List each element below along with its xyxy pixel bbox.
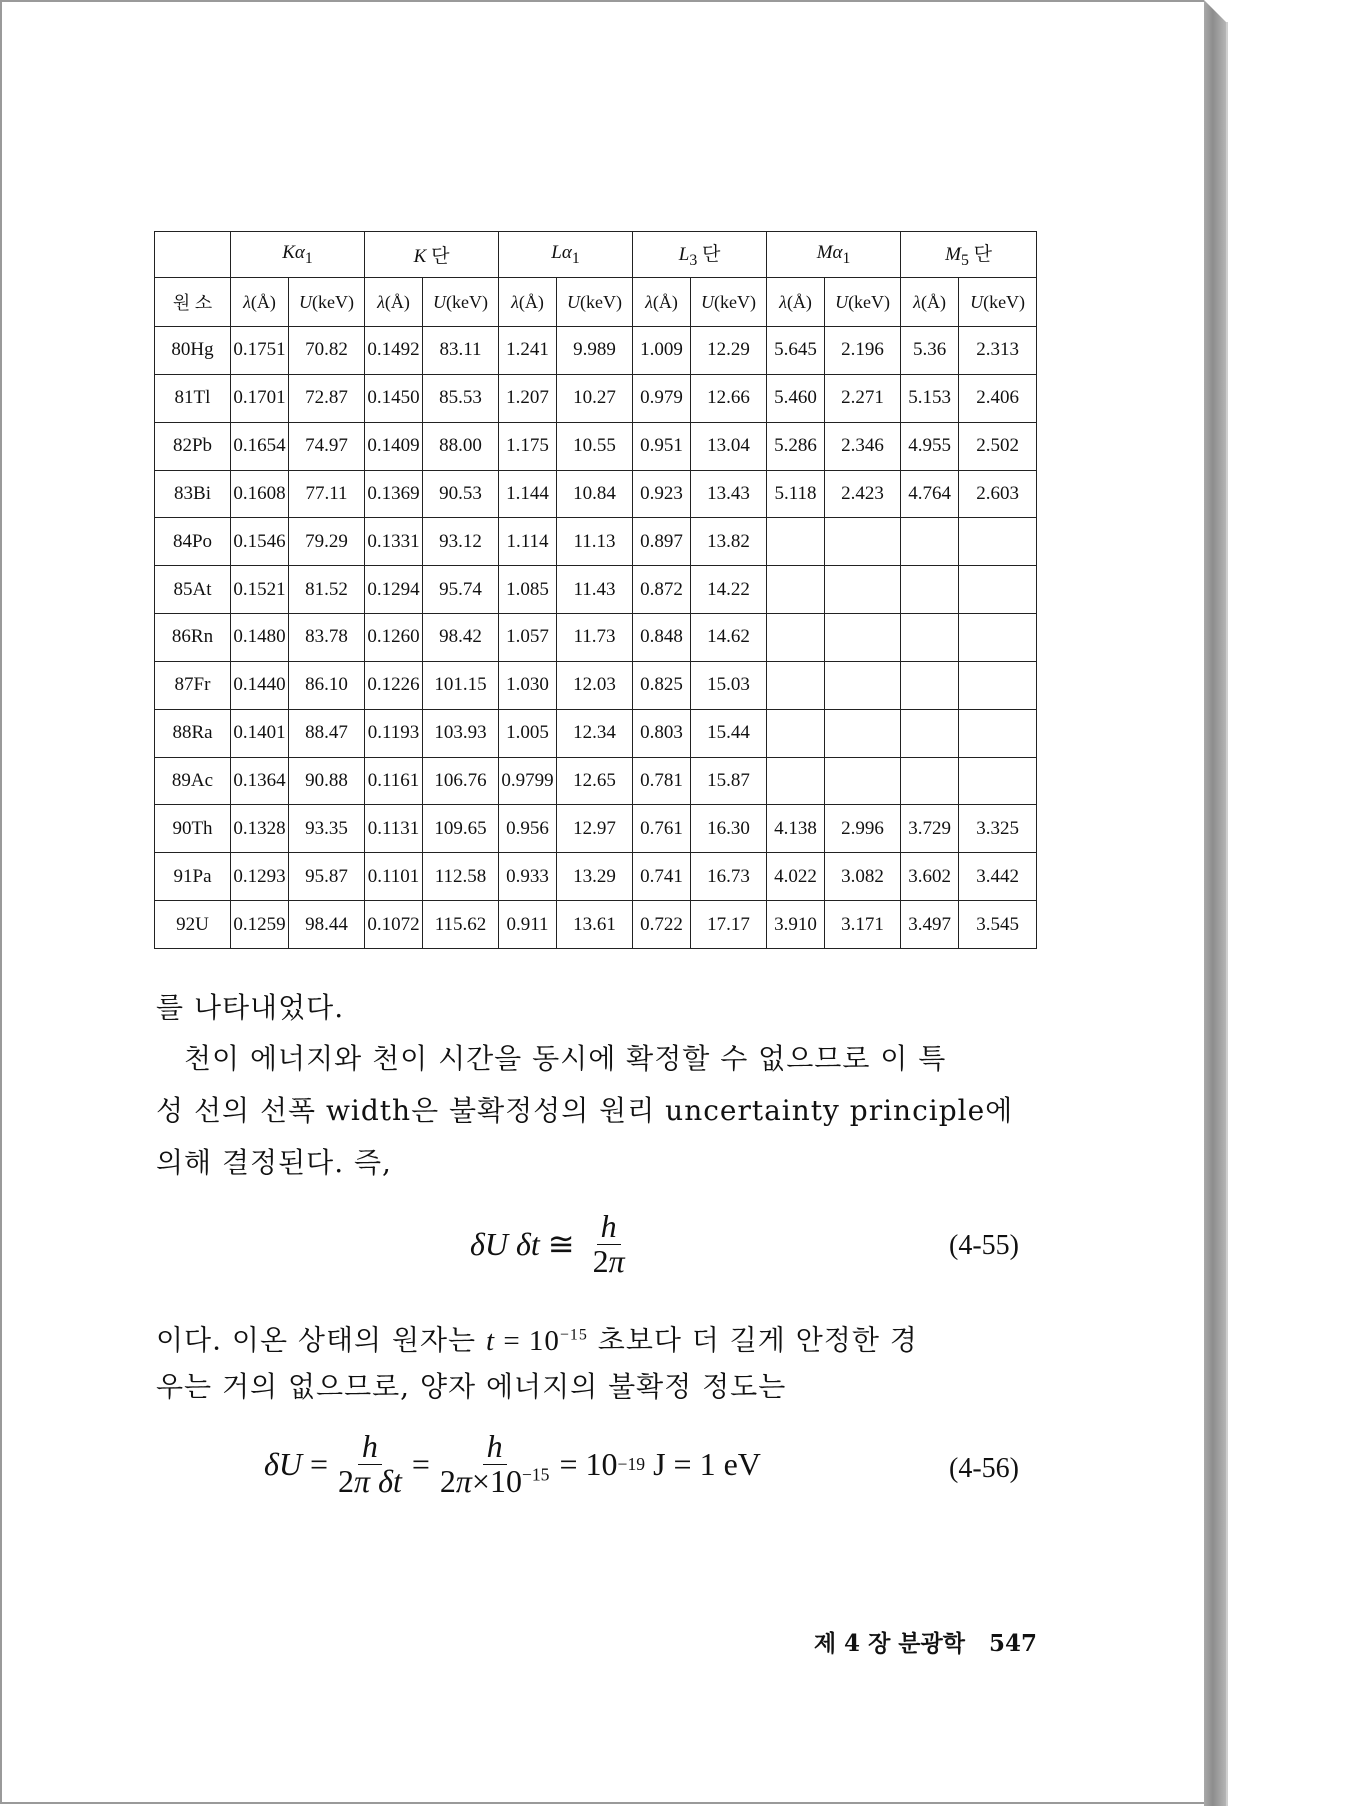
value-cell: 11.13 [557,518,633,566]
page-edge-shadow [1204,0,1226,1806]
element-cell: 80Hg [155,327,231,375]
value-cell: 12.03 [557,661,633,709]
value-cell: 2.502 [959,422,1037,470]
value-cell: 1.057 [499,614,557,662]
value-cell: 4.022 [767,853,825,901]
value-cell: 112.58 [423,853,499,901]
value-cell: 3.171 [825,901,901,949]
value-cell: 0.979 [633,374,691,422]
value-cell: 0.1401 [231,709,289,757]
value-cell: 0.1161 [365,757,423,805]
paragraph-3-line-2: 우는 거의 없으므로, 양자 에너지의 불확정 정도는 [156,1370,787,1403]
value-cell [959,661,1037,709]
table-row [155,422,1037,470]
value-cell [825,757,901,805]
value-cell: 0.1654 [231,422,289,470]
value-cell: 0.1259 [231,901,289,949]
value-cell: 0.1260 [365,614,423,662]
value-cell: 0.1751 [231,327,289,375]
wavelength-header: λ(Å) [901,278,959,327]
value-cell: 3.729 [901,805,959,853]
table-row [155,661,1037,709]
table-row [155,470,1037,518]
value-cell: 0.1364 [231,757,289,805]
wavelength-header: λ(Å) [767,278,825,327]
value-cell: 2.313 [959,327,1037,375]
value-cell: 5.36 [901,327,959,375]
value-cell: 15.44 [691,709,767,757]
energy-header: U(keV) [825,278,901,327]
wavelength-header: λ(Å) [499,278,557,327]
value-cell: 11.43 [557,566,633,614]
value-cell [959,757,1037,805]
element-cell: 88Ra [155,709,231,757]
value-cell: 2.346 [825,422,901,470]
value-cell [767,614,825,662]
value-cell: 83.78 [289,614,365,662]
value-cell: 15.87 [691,757,767,805]
wavelength-header: λ(Å) [633,278,691,327]
value-cell: 3.910 [767,901,825,949]
value-cell: 17.17 [691,901,767,949]
value-cell: 13.04 [691,422,767,470]
element-cell: 91Pa [155,853,231,901]
group-header-0: $K\alpha_1$ [231,232,365,278]
group-header-3: $L_3$ 단 [633,232,767,278]
value-cell: 16.73 [691,853,767,901]
energy-header: U(keV) [423,278,499,327]
value-cell: 0.761 [633,805,691,853]
value-cell: 0.1492 [365,327,423,375]
value-cell: 0.933 [499,853,557,901]
value-cell [767,757,825,805]
value-cell: 5.118 [767,470,825,518]
value-cell: 2.603 [959,470,1037,518]
element-cell: 82Pb [155,422,231,470]
value-cell [825,518,901,566]
inline-math-time: $t = 10^{-15}$ [486,1324,588,1357]
page-number: 547 [988,1630,1037,1657]
energy-header: U(keV) [959,278,1037,327]
value-cell: 95.87 [289,853,365,901]
value-cell [959,518,1037,566]
paragraph-3-text-a: 이다. 이온 상태의 원자는 [156,1323,477,1357]
value-cell: 5.460 [767,374,825,422]
value-cell: 88.47 [289,709,365,757]
equation-4-55: δU δt ≅ $\frac{h}{2\pi}$ [470,1208,625,1279]
table-body [155,327,1037,949]
value-cell: 0.741 [633,853,691,901]
chapter-title: 제 4 장 분광학 [813,1630,965,1657]
value-cell [959,566,1037,614]
element-cell: 84Po [155,518,231,566]
value-cell: 101.15 [423,661,499,709]
energy-header: U(keV) [691,278,767,327]
value-cell: 103.93 [423,709,499,757]
value-cell [901,661,959,709]
equation-number-4-55: (4-55) [949,1230,1019,1261]
equation-number-4-56: (4-56) [949,1453,1019,1484]
value-cell [825,709,901,757]
value-cell: 0.1072 [365,901,423,949]
element-cell: 90Th [155,805,231,853]
value-cell: 72.87 [289,374,365,422]
table-row [155,518,1037,566]
value-cell: 88.00 [423,422,499,470]
value-cell: 3.442 [959,853,1037,901]
table-corner-cell [155,232,231,278]
energy-header: U(keV) [289,278,365,327]
wavelength-header: λ(Å) [365,278,423,327]
value-cell: 1.114 [499,518,557,566]
value-cell: 1.241 [499,327,557,375]
value-cell: 2.406 [959,374,1037,422]
value-cell: 14.62 [691,614,767,662]
value-cell [825,661,901,709]
value-cell: 0.951 [633,422,691,470]
value-cell: 83.11 [423,327,499,375]
value-cell: 3.325 [959,805,1037,853]
table-row [155,901,1037,949]
value-cell [901,566,959,614]
value-cell: 0.1131 [365,805,423,853]
value-cell [901,614,959,662]
value-cell: 0.1294 [365,566,423,614]
value-cell: 10.27 [557,374,633,422]
value-cell [825,614,901,662]
value-cell [901,709,959,757]
value-cell: 4.764 [901,470,959,518]
group-header-2: $L\alpha_1$ [499,232,633,278]
value-cell: 3.545 [959,901,1037,949]
value-cell: 1.005 [499,709,557,757]
value-cell: 81.52 [289,566,365,614]
value-cell: 5.153 [901,374,959,422]
value-cell [901,518,959,566]
value-cell: 13.82 [691,518,767,566]
value-cell: 5.286 [767,422,825,470]
value-cell: 0.1293 [231,853,289,901]
value-cell: 109.65 [423,805,499,853]
group-header-4: $M\alpha_1$ [767,232,901,278]
value-cell: 90.53 [423,470,499,518]
value-cell: 0.803 [633,709,691,757]
value-cell: 12.97 [557,805,633,853]
value-cell: 0.1450 [365,374,423,422]
value-cell: 86.10 [289,661,365,709]
table-row [155,327,1037,375]
value-cell: 4.955 [901,422,959,470]
value-cell: 0.722 [633,901,691,949]
value-cell: 0.1546 [231,518,289,566]
value-cell: 70.82 [289,327,365,375]
value-cell: 14.22 [691,566,767,614]
value-cell: 5.645 [767,327,825,375]
table-row [155,614,1037,662]
value-cell: 12.34 [557,709,633,757]
paragraph-1: 를 나타내었다. [156,991,345,1024]
value-cell: 0.1328 [231,805,289,853]
table-row [155,566,1037,614]
paragraph-2-line-2: 성 선의 선폭 width은 불확정성의 원리 uncertainty principle에 [156,1094,1014,1127]
value-cell: 93.12 [423,518,499,566]
energy-header: U(keV) [557,278,633,327]
value-cell: 0.1331 [365,518,423,566]
value-cell: 10.55 [557,422,633,470]
value-cell: 0.1480 [231,614,289,662]
value-cell: 0.781 [633,757,691,805]
value-cell: 3.497 [901,901,959,949]
value-cell: 15.03 [691,661,767,709]
value-cell: 0.9799 [499,757,557,805]
value-cell: 1.009 [633,327,691,375]
table-group-header-row [155,232,1037,278]
value-cell: 90.88 [289,757,365,805]
value-cell: 0.1608 [231,470,289,518]
table-row [155,374,1037,422]
value-cell: 2.996 [825,805,901,853]
value-cell: 12.29 [691,327,767,375]
value-cell: 1.175 [499,422,557,470]
value-cell: 0.1101 [365,853,423,901]
value-cell: 106.76 [423,757,499,805]
value-cell: 0.825 [633,661,691,709]
value-cell: 0.848 [633,614,691,662]
value-cell: 0.1369 [365,470,423,518]
value-cell [767,709,825,757]
value-cell: 3.602 [901,853,959,901]
value-cell: 16.30 [691,805,767,853]
value-cell: 74.97 [289,422,365,470]
element-cell: 85At [155,566,231,614]
value-cell: 13.29 [557,853,633,901]
page-footer [782,1625,1037,1658]
value-cell: 1.207 [499,374,557,422]
value-cell: 0.1409 [365,422,423,470]
value-cell: 77.11 [289,470,365,518]
value-cell: 2.196 [825,327,901,375]
value-cell [959,614,1037,662]
value-cell: 11.73 [557,614,633,662]
value-cell [959,709,1037,757]
table-row [155,757,1037,805]
element-cell: 89Ac [155,757,231,805]
value-cell: 0.1701 [231,374,289,422]
value-cell: 98.44 [289,901,365,949]
element-cell: 83Bi [155,470,231,518]
value-cell: 10.84 [557,470,633,518]
value-cell: 0.1440 [231,661,289,709]
value-cell: 0.1226 [365,661,423,709]
value-cell: 4.138 [767,805,825,853]
table-row [155,805,1037,853]
value-cell [901,757,959,805]
value-cell: 1.030 [499,661,557,709]
value-cell: 1.085 [499,566,557,614]
value-cell: 9.989 [557,327,633,375]
table-row [155,853,1037,901]
group-header-1: K 단 [365,232,499,278]
equation-4-56: δU = $\frac{h}{\text{2π δt}}$ = $\frac{h}{2\pi\times 10^{-15}}$ = 10 −19 J = 1 eV [264,1428,761,1499]
value-cell: 12.66 [691,374,767,422]
element-cell: 81Tl [155,374,231,422]
value-cell: 95.74 [423,566,499,614]
element-header: 원 소 [155,278,231,327]
value-cell: 0.923 [633,470,691,518]
table-sub-header-row [155,278,1037,327]
value-cell: 2.271 [825,374,901,422]
value-cell: 0.911 [499,901,557,949]
xray-wavelength-table [154,231,1037,949]
value-cell: 79.29 [289,518,365,566]
paragraph-3-line-1 [156,1308,1036,1368]
value-cell [767,518,825,566]
value-cell: 0.1193 [365,709,423,757]
element-cell: 92U [155,901,231,949]
paragraph-2-line-3: 의해 결정된다. 즉, [156,1146,392,1179]
element-cell: 87Fr [155,661,231,709]
value-cell: 98.42 [423,614,499,662]
paragraph-3-text-b: 초보다 더 길게 안정한 경 [597,1323,918,1357]
table-row [155,709,1037,757]
value-cell [767,566,825,614]
value-cell: 0.956 [499,805,557,853]
value-cell: 0.872 [633,566,691,614]
value-cell: 85.53 [423,374,499,422]
group-header-5: $M_5$ 단 [901,232,1037,278]
element-cell: 86Rn [155,614,231,662]
value-cell: 12.65 [557,757,633,805]
value-cell: 0.897 [633,518,691,566]
value-cell: 13.61 [557,901,633,949]
value-cell: 0.1521 [231,566,289,614]
value-cell: 1.144 [499,470,557,518]
value-cell [825,566,901,614]
value-cell: 2.423 [825,470,901,518]
value-cell: 13.43 [691,470,767,518]
value-cell: 3.082 [825,853,901,901]
wavelength-header: λ(Å) [231,278,289,327]
paragraph-2-line-1: 천이 에너지와 천이 시간을 동시에 확정할 수 없으므로 이 특 [184,1042,947,1075]
page-edge-line [1226,22,1228,1806]
value-cell: 115.62 [423,901,499,949]
value-cell [767,661,825,709]
value-cell: 93.35 [289,805,365,853]
